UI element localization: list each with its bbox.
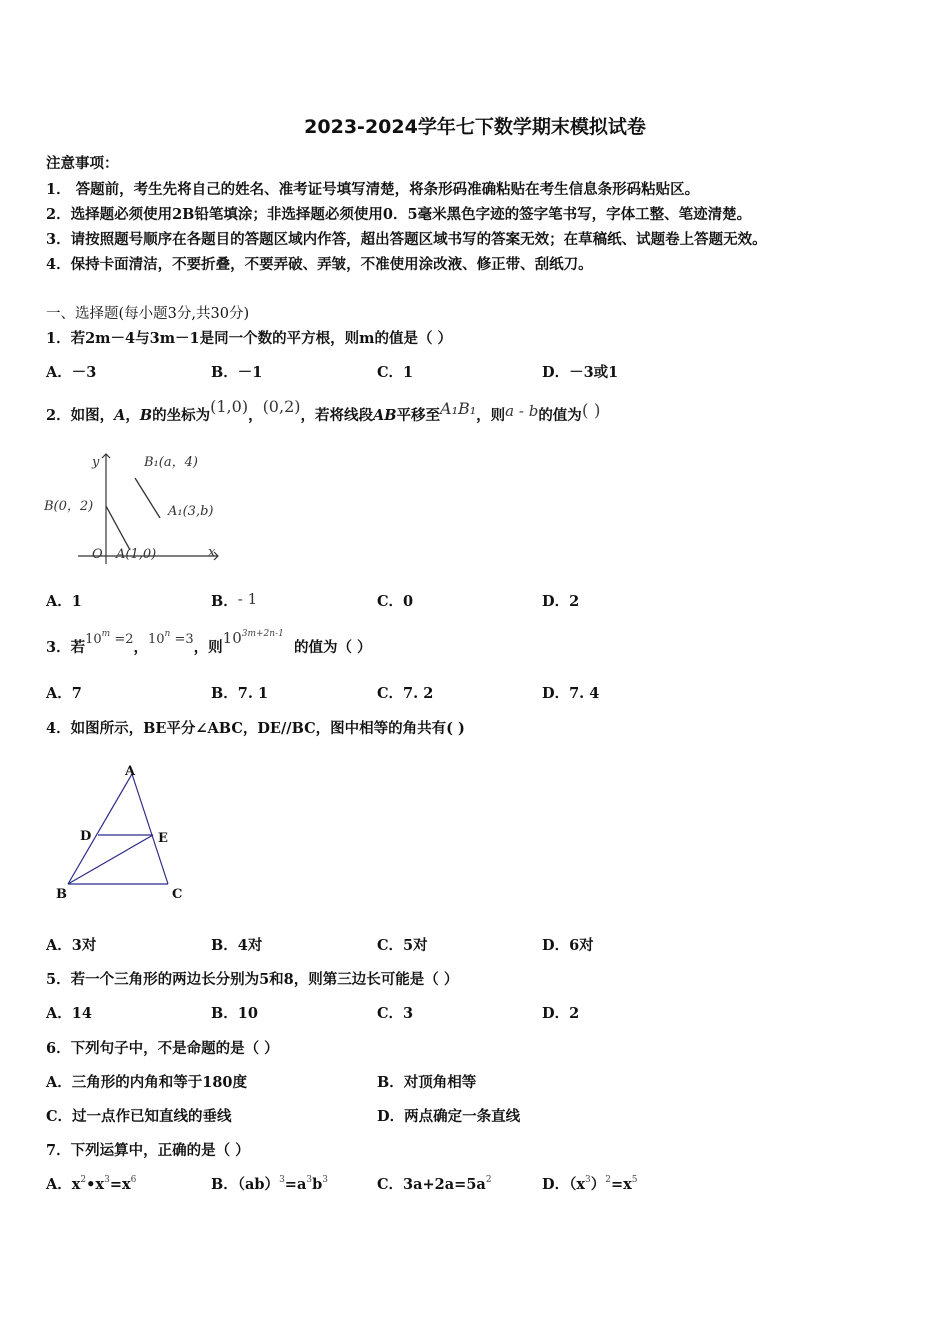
q7-option-b-sup1: 3 [279, 1175, 285, 1185]
question-6-text: 6．下列句子中，不是命题的是（ ） [46, 1040, 279, 1057]
q2-option-a: A．1 [46, 593, 82, 610]
q2-point-a: A [114, 407, 126, 424]
q3-expr-3-base: 10 [222, 629, 242, 647]
q7-option-a-sup1: 2 [80, 1175, 87, 1185]
section-heading: 一、选择题(每小题3分,共30分) [46, 306, 250, 322]
q7-option-b-sup2: 3 [306, 1175, 313, 1185]
q7-option-b-part2: =a [284, 1176, 307, 1193]
q3-expr-2-base: 10 [148, 632, 165, 647]
page-title: 2023-2024学年七下数学期末模拟试卷 [304, 116, 646, 138]
side-ac [132, 774, 168, 884]
q1-option-b: B．－1 [211, 364, 263, 381]
notice-item-2: 2．选择题必须使用2B铅笔填涂；非选择题必须使用0．5毫米黑色字迹的签字笔书写，字体工整、笔迹清楚。 [46, 206, 752, 223]
q7-option-b-label: B． [211, 1176, 238, 1193]
q2-segment-a1b1: A₁B₁ [440, 399, 477, 418]
q2-text-part5: ，则 [476, 407, 506, 424]
q3-expr-2 [148, 629, 194, 647]
q2-point-b: B [139, 407, 153, 424]
q4-option-d: D．6对 [542, 937, 594, 954]
question-2-text [46, 397, 601, 425]
notice-item-3: 3．请按照题号顺序在各题目的答题区域内作答，超出答题区域书写的答案无效；在草稿纸、试题卷上答题无效。 [46, 231, 767, 248]
q7-option-a [46, 1173, 136, 1194]
q5-option-c: C．3 [377, 1005, 414, 1022]
question-5-text: 5．若一个三角形的两边长分别为5和8，则第三边长可能是（ ） [46, 971, 459, 988]
q7-option-d-part2: ） [590, 1176, 606, 1193]
q2-text-part6: 的值为 [538, 407, 582, 424]
q7-option-b-part1: （ab） [237, 1176, 280, 1193]
question-4-text: 4．如图所示，BE平分∠ABC，DE//BC，图中相等的角共有( ) [46, 720, 465, 737]
q3-expr-1-rhs: =2 [114, 632, 134, 647]
q3-expr-1 [85, 629, 134, 647]
q3-option-b: B．7. 1 [211, 685, 269, 702]
q7-option-d-sup3: 5 [631, 1175, 638, 1185]
q2-option-b-label: B． [211, 593, 238, 610]
q2-option-c: C．0 [377, 593, 414, 610]
q3-expr-3-exp: 3m+2n-1 [241, 629, 284, 639]
point-b1-label: B₁(a，4) [144, 455, 198, 470]
q6-option-d: D．两点确定一条直线 [377, 1108, 521, 1125]
vertex-c-label: C [172, 887, 183, 902]
q3-expr-1-exp: m [101, 629, 111, 639]
q7-option-a-sup2: 3 [104, 1175, 110, 1185]
q4-triangle-figure [52, 760, 192, 906]
q2-option-b-value: - 1 [237, 590, 258, 608]
q3-expr-2-rhs: =3 [174, 632, 194, 647]
q7-option-d-sup2: 2 [605, 1175, 611, 1185]
q7-option-d-label: D． [542, 1176, 570, 1193]
q7-option-a-label: A． [46, 1176, 72, 1193]
q7-option-d-part1: （x [569, 1176, 585, 1193]
q2-coord-a: (1,0) [210, 397, 249, 416]
point-e-label: E [158, 831, 168, 846]
q7-option-c-label: C． [377, 1176, 404, 1193]
question-7-text: 7．下列运算中，正确的是（ ） [46, 1142, 250, 1159]
q5-option-d: D．2 [542, 1005, 580, 1022]
q7-option-a-part2: •x [86, 1176, 105, 1193]
q3-expr-1-base: 10 [85, 632, 102, 647]
q2-expression: a - b [505, 402, 539, 420]
notice-heading: 注意事项： [46, 155, 119, 172]
q2-coord-b: (0,2) [262, 397, 301, 416]
q2-text-part1: 2．如图， [46, 407, 115, 424]
y-axis-label: y [92, 455, 100, 470]
q7-option-b [211, 1173, 328, 1194]
q2-answer-paren: ( ) [581, 401, 601, 421]
q5-option-b: B．10 [211, 1005, 258, 1022]
q7-option-c-part1: 3a+2a=5a [403, 1176, 486, 1193]
q6-option-a: A．三角形的内角和等于180度 [46, 1074, 248, 1091]
point-a-label: A(1,0) [116, 547, 157, 562]
q2-comma-1: ， [125, 407, 140, 424]
q7-option-b-part3: b [312, 1176, 323, 1193]
q1-option-a: A．－3 [46, 364, 97, 381]
q7-option-a-part1: x [71, 1176, 81, 1193]
q7-option-a-part3: =x [109, 1176, 131, 1193]
q2-segment-ab: AB [373, 407, 397, 424]
q3-expr-2-exp: n [164, 629, 171, 639]
x-axis-label: x [208, 545, 216, 560]
q7-option-b-sup3: 3 [322, 1175, 328, 1185]
q4-option-b: B．4对 [211, 937, 263, 954]
q7-option-d [542, 1173, 637, 1194]
q5-option-a: A．14 [46, 1005, 92, 1022]
q6-option-b: B．对顶角相等 [377, 1074, 477, 1091]
side-ab [68, 774, 132, 884]
point-d-label: D [80, 829, 92, 844]
notice-item-4: 4．保持卡面清洁，不要折叠，不要弄破、弄皱，不准使用涂改液、修正带、刮纸刀。 [46, 256, 593, 273]
q7-option-d-part3: =x [610, 1176, 632, 1193]
point-a1-label: A₁(3,b) [168, 504, 214, 519]
vertex-a-label: A [125, 764, 136, 779]
q3-option-a: A．7 [46, 685, 82, 702]
origin-label: O [92, 547, 103, 562]
question-3-text [46, 629, 372, 657]
q7-option-c-sup1: 2 [485, 1175, 492, 1185]
q2-coordinate-figure [40, 448, 230, 568]
q3-option-d: D．7. 4 [542, 685, 600, 702]
q7-option-a-sup3: 6 [130, 1175, 137, 1185]
q7-option-d-sup1: 3 [584, 1175, 591, 1185]
segment-ab [106, 506, 130, 550]
q2-option-b [211, 590, 257, 611]
q2-text-part2: 的坐标为 [152, 407, 211, 424]
q2-text-part4: 平移至 [396, 407, 441, 424]
notice-item-1: 1． 答题前，考生先将自己的姓名、准考证号填写清楚，将条形码准确粘贴在考生信息条形码粘贴区。 [46, 181, 700, 198]
question-1-text: 1．若2m－4与3m－1是同一个数的平方根，则m的值是（ ） [46, 330, 453, 347]
segment-a1b1 [135, 478, 160, 518]
q1-option-d: D．－3或1 [542, 364, 619, 381]
q4-option-a: A．3对 [46, 937, 97, 954]
q3-text-part2: ，则 [193, 639, 223, 656]
q3-text-part3: 的值为（ ） [293, 639, 372, 656]
vertex-b-label: B [56, 887, 67, 902]
q2-text-part3: ，若将线段 [300, 407, 373, 424]
q3-text-part1: 3．若 [46, 639, 86, 656]
q7-option-c [377, 1173, 492, 1194]
q3-option-c: C．7. 2 [377, 685, 434, 702]
q4-option-c: C．5对 [377, 937, 428, 954]
q2-comma-2: ， [248, 407, 263, 424]
q1-option-c: C．1 [377, 364, 414, 381]
q6-option-c: C．过一点作已知直线的垂线 [46, 1108, 232, 1125]
point-b-label: B(0，2) [44, 499, 94, 514]
q2-option-d: D．2 [542, 593, 580, 610]
q3-comma: ， [133, 639, 148, 656]
q3-expr-3 [223, 629, 284, 647]
